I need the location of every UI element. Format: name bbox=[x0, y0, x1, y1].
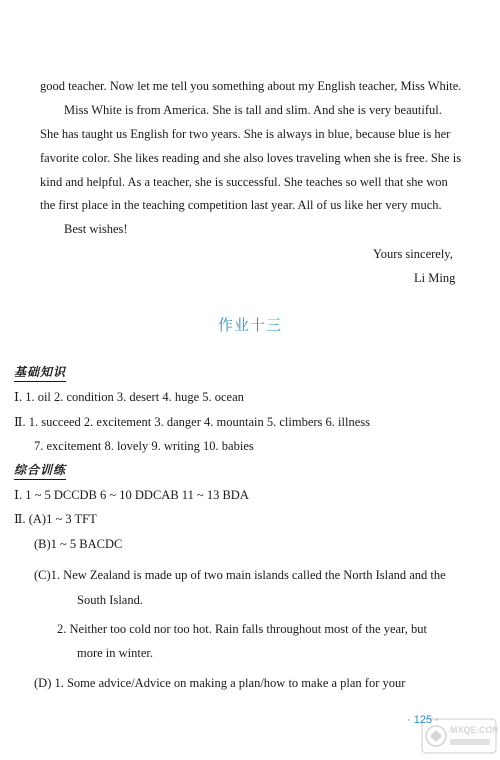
section-heading-comprehensive: 综合训练 bbox=[14, 461, 66, 480]
answer-row: 2. Neither too cold nor too hot. Rain falls throughout most of the year, but bbox=[57, 622, 427, 636]
answer-row: Ⅰ. 1 ~ 5 DCCDB 6 ~ 10 DDCAB 11 ~ 13 BDA bbox=[14, 488, 249, 502]
letter-line: She has taught us English for two years. She is always in blue, because blue is her bbox=[40, 127, 451, 141]
answer-row: more in winter. bbox=[77, 646, 154, 660]
answer-row: Ⅱ. 1. succeed 2. excitement 3. danger 4. mountain 5. climbers 6. illness bbox=[14, 415, 370, 429]
letter-closing: Best wishes! bbox=[64, 222, 128, 236]
letter-signoff: Yours sincerely, bbox=[373, 247, 453, 261]
watermark-text: MXQE.COM bbox=[450, 725, 498, 735]
letter-line: the first place in the teaching competition last year. All of us like her very much. bbox=[40, 198, 442, 212]
watermark-logo bbox=[420, 717, 498, 755]
page-title: 作业十三 bbox=[217, 316, 282, 334]
page-number: · 125 · bbox=[407, 714, 439, 726]
answer-row: 7. excitement 8. lovely 9. writing 10. babies bbox=[34, 439, 254, 453]
letter-line: favorite color. She likes reading and she also loves traveling when she is free. She is bbox=[40, 151, 462, 165]
letter-line: kind and helpful. As a teacher, she is successful. She teaches so well that she won bbox=[40, 175, 448, 189]
answer-row: South Island. bbox=[77, 593, 143, 607]
letter-signature: Li Ming bbox=[414, 271, 456, 285]
letter-line: good teacher. Now let me tell you something about my English teacher, Miss White. bbox=[40, 79, 462, 93]
section-heading-basic: 基础知识 bbox=[14, 363, 66, 382]
answer-row: (D) 1. Some advice/Advice on making a plan/how to make a plan for your bbox=[34, 676, 406, 690]
answer-row: (B)1 ~ 5 BACDC bbox=[34, 537, 123, 551]
letter-line: Miss White is from America. She is tall and slim. And she is very beautiful. bbox=[64, 103, 442, 117]
answer-row: Ⅱ. (A)1 ~ 3 TFT bbox=[14, 512, 97, 526]
answer-row: Ⅰ. 1. oil 2. condition 3. desert 4. huge 5. ocean bbox=[14, 390, 244, 404]
answer-row: (C)1. New Zealand is made up of two main islands called the North Island and the bbox=[34, 568, 446, 582]
